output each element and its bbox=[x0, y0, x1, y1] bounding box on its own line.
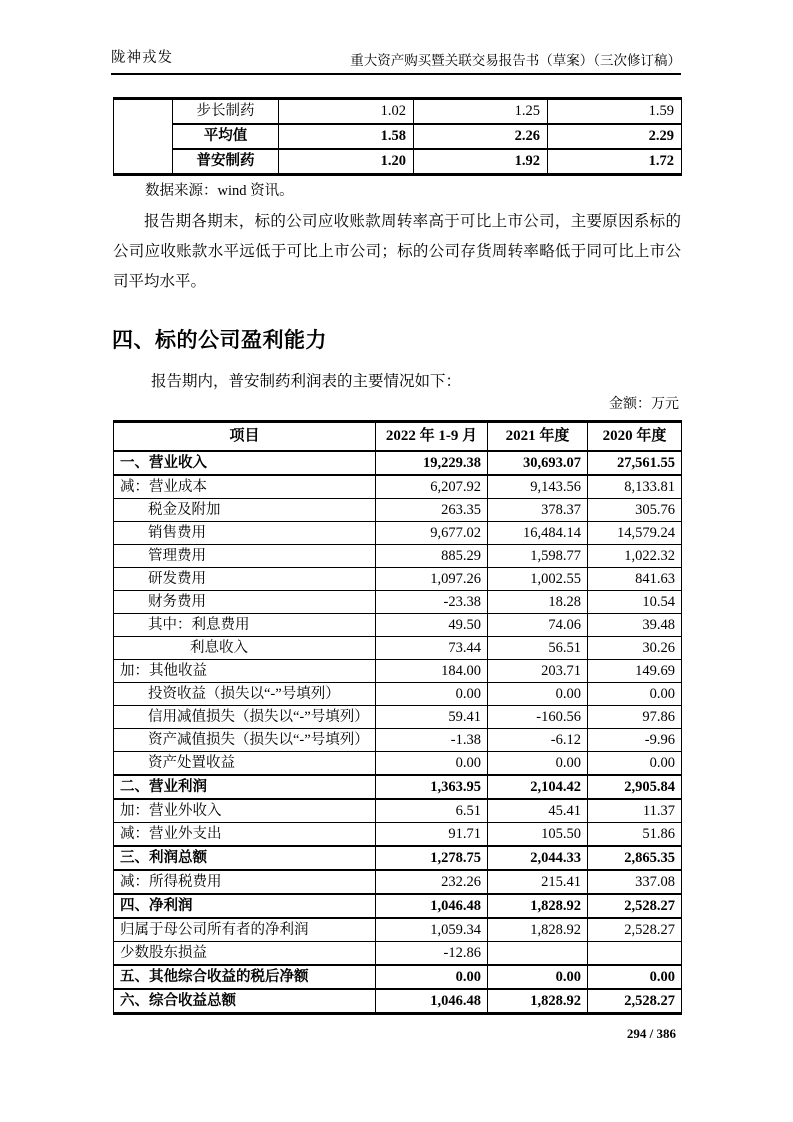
value-cell: 0.00 bbox=[488, 683, 588, 706]
table-row bbox=[114, 545, 682, 568]
table-row bbox=[114, 99, 682, 125]
value-cell: 184.00 bbox=[376, 660, 488, 683]
row-label-cell: 三、利润总额 bbox=[114, 846, 376, 870]
table-row bbox=[114, 522, 682, 545]
table-row bbox=[114, 965, 682, 989]
value-cell: 97.86 bbox=[588, 706, 682, 729]
row-label-cell: 减：所得税费用 bbox=[114, 870, 376, 894]
value-cell: 105.50 bbox=[488, 823, 588, 847]
value-cell: 51.86 bbox=[588, 823, 682, 847]
table-row bbox=[114, 870, 682, 894]
value-cell: 1.58 bbox=[279, 124, 414, 149]
value-cell: 1.25 bbox=[414, 99, 548, 125]
row-label-cell: 六、综合收益总额 bbox=[114, 989, 376, 1014]
value-cell: 9,677.02 bbox=[376, 522, 488, 545]
value-cell: 2,044.33 bbox=[488, 846, 588, 870]
table-row bbox=[114, 637, 682, 660]
value-cell: 1,002.55 bbox=[488, 568, 588, 591]
value-cell: 2,865.35 bbox=[588, 846, 682, 870]
value-cell: 0.00 bbox=[376, 965, 488, 989]
value-cell: -23.38 bbox=[376, 591, 488, 614]
table-row bbox=[114, 942, 682, 966]
value-cell: 1,828.92 bbox=[488, 989, 588, 1014]
value-cell: 263.35 bbox=[376, 499, 488, 522]
value-cell: 73.44 bbox=[376, 637, 488, 660]
column-header-2022: 2022 年 1-9 月 bbox=[376, 422, 488, 452]
row-label-cell: 投资收益（损失以“-”号填列） bbox=[114, 683, 376, 706]
table-row bbox=[114, 683, 682, 706]
income-table-header-row bbox=[114, 422, 682, 452]
table-row bbox=[114, 614, 682, 637]
value-cell: 11.37 bbox=[588, 799, 682, 823]
value-cell: 14,579.24 bbox=[588, 522, 682, 545]
row-label-cell: 五、其他综合收益的税后净额 bbox=[114, 965, 376, 989]
value-cell: 16,484.14 bbox=[488, 522, 588, 545]
value-cell: 56.51 bbox=[488, 637, 588, 660]
value-cell: 337.08 bbox=[588, 870, 682, 894]
unit-note: 金额：万元 bbox=[609, 397, 679, 412]
value-cell: 1,828.92 bbox=[488, 894, 588, 918]
value-cell: 2,528.27 bbox=[588, 918, 682, 942]
table-row bbox=[114, 918, 682, 942]
value-cell: 1.02 bbox=[279, 99, 414, 125]
value-cell: 305.76 bbox=[588, 499, 682, 522]
table-row bbox=[114, 591, 682, 614]
column-header-2021: 2021 年度 bbox=[488, 422, 588, 452]
table-row bbox=[114, 799, 682, 823]
table-row bbox=[114, 823, 682, 847]
empty-cell bbox=[114, 99, 173, 175]
comparison-table bbox=[113, 97, 682, 176]
page-number: 294 / 386 bbox=[626, 1026, 676, 1041]
value-cell: 6,207.92 bbox=[376, 475, 488, 499]
value-cell bbox=[588, 942, 682, 966]
value-cell: 0.00 bbox=[376, 683, 488, 706]
value-cell: -160.56 bbox=[488, 706, 588, 729]
value-cell: 1,059.34 bbox=[376, 918, 488, 942]
value-cell: 0.00 bbox=[488, 965, 588, 989]
value-cell: 885.29 bbox=[376, 545, 488, 568]
value-cell: 91.71 bbox=[376, 823, 488, 847]
row-label-cell: 信用减值损失（损失以“-”号填列） bbox=[114, 706, 376, 729]
value-cell: 0.00 bbox=[588, 965, 682, 989]
value-cell: 2,528.27 bbox=[588, 894, 682, 918]
value-cell: 1,097.26 bbox=[376, 568, 488, 591]
table-row bbox=[114, 894, 682, 918]
row-label-cell: 资产减值损失（损失以“-”号填列） bbox=[114, 729, 376, 752]
comparison-table-body bbox=[114, 99, 682, 175]
table-row bbox=[114, 752, 682, 776]
section-intro: 报告期内，普安制药利润表的主要情况如下： bbox=[151, 373, 462, 390]
row-label-cell: 二、营业利润 bbox=[114, 775, 376, 799]
section-heading: 四、标的公司盈利能力 bbox=[112, 329, 327, 352]
row-label-cell: 其中：利息费用 bbox=[114, 614, 376, 637]
value-cell: 1.59 bbox=[548, 99, 682, 125]
table-row bbox=[114, 149, 682, 175]
value-cell: -12.86 bbox=[376, 942, 488, 966]
value-cell: 0.00 bbox=[376, 752, 488, 776]
value-cell: 39.48 bbox=[588, 614, 682, 637]
value-cell: 378.37 bbox=[488, 499, 588, 522]
value-cell: 1.72 bbox=[548, 149, 682, 175]
column-header-item: 项目 bbox=[114, 422, 376, 452]
value-cell: 215.41 bbox=[488, 870, 588, 894]
value-cell: -1.38 bbox=[376, 729, 488, 752]
table-row bbox=[114, 568, 682, 591]
data-source-note: 数据来源：wind 资讯。 bbox=[145, 183, 294, 199]
value-cell: 1,022.32 bbox=[588, 545, 682, 568]
value-cell: 2.26 bbox=[414, 124, 548, 149]
row-label-cell: 一、营业收入 bbox=[114, 451, 376, 475]
table-row bbox=[114, 124, 682, 149]
value-cell: 2,528.27 bbox=[588, 989, 682, 1014]
table-row bbox=[114, 846, 682, 870]
row-label-cell: 加：其他收益 bbox=[114, 660, 376, 683]
header-company-name: 陇神戎发 bbox=[111, 50, 173, 66]
value-cell: 30.26 bbox=[588, 637, 682, 660]
company-name-cell: 普安制药 bbox=[173, 149, 279, 175]
value-cell: 1.92 bbox=[414, 149, 548, 175]
row-label-cell: 研发费用 bbox=[114, 568, 376, 591]
row-label-cell: 税金及附加 bbox=[114, 499, 376, 522]
value-cell: 149.69 bbox=[588, 660, 682, 683]
table-row bbox=[114, 660, 682, 683]
value-cell: 1,363.95 bbox=[376, 775, 488, 799]
value-cell: 1,046.48 bbox=[376, 989, 488, 1014]
value-cell: 8,133.81 bbox=[588, 475, 682, 499]
row-label-cell: 销售费用 bbox=[114, 522, 376, 545]
income-statement-table bbox=[113, 420, 682, 1015]
value-cell: 2.29 bbox=[548, 124, 682, 149]
value-cell: 59.41 bbox=[376, 706, 488, 729]
row-label-cell: 归属于母公司所有者的净利润 bbox=[114, 918, 376, 942]
value-cell: 232.26 bbox=[376, 870, 488, 894]
value-cell: 45.41 bbox=[488, 799, 588, 823]
header-rule bbox=[111, 73, 681, 75]
value-cell: 2,104.42 bbox=[488, 775, 588, 799]
header-report-title: 重大资产购买暨关联交易报告书（草案）（三次修订稿） bbox=[350, 53, 681, 68]
value-cell: 27,561.55 bbox=[588, 451, 682, 475]
table-row bbox=[114, 775, 682, 799]
row-label-cell: 四、净利润 bbox=[114, 894, 376, 918]
value-cell: 0.00 bbox=[488, 752, 588, 776]
income-table-body bbox=[114, 451, 682, 1014]
value-cell: 2,905.84 bbox=[588, 775, 682, 799]
value-cell: 1.20 bbox=[279, 149, 414, 175]
value-cell: -9.96 bbox=[588, 729, 682, 752]
value-cell: 203.71 bbox=[488, 660, 588, 683]
value-cell: 1,278.75 bbox=[376, 846, 488, 870]
table-row bbox=[114, 729, 682, 752]
row-label-cell: 减：营业成本 bbox=[114, 475, 376, 499]
value-cell: 74.06 bbox=[488, 614, 588, 637]
value-cell: 19,229.38 bbox=[376, 451, 488, 475]
row-label-cell: 资产处置收益 bbox=[114, 752, 376, 776]
column-header-2020: 2020 年度 bbox=[588, 422, 682, 452]
row-label-cell: 利息收入 bbox=[114, 637, 376, 660]
table-row bbox=[114, 451, 682, 475]
value-cell: 1,046.48 bbox=[376, 894, 488, 918]
row-label-cell: 少数股东损益 bbox=[114, 942, 376, 966]
table-row bbox=[114, 989, 682, 1014]
value-cell: 49.50 bbox=[376, 614, 488, 637]
table-row bbox=[114, 499, 682, 522]
value-cell: 9,143.56 bbox=[488, 475, 588, 499]
value-cell: 18.28 bbox=[488, 591, 588, 614]
value-cell: 30,693.07 bbox=[488, 451, 588, 475]
table-row bbox=[114, 706, 682, 729]
value-cell: -6.12 bbox=[488, 729, 588, 752]
row-label-cell: 管理费用 bbox=[114, 545, 376, 568]
value-cell: 0.00 bbox=[588, 752, 682, 776]
value-cell: 1,828.92 bbox=[488, 918, 588, 942]
value-cell: 1,598.77 bbox=[488, 545, 588, 568]
company-name-cell: 步长制药 bbox=[173, 99, 279, 125]
row-label-cell: 减：营业外支出 bbox=[114, 823, 376, 847]
value-cell: 0.00 bbox=[588, 683, 682, 706]
table-row bbox=[114, 475, 682, 499]
analysis-paragraph: 报告期各期末，标的公司应收账款周转率高于可比上市公司，主要原因系标的公司应收账款水平远低于可比上市公司；标的公司存货周转率略低于同可比上市公司平均水平。 bbox=[113, 213, 681, 290]
value-cell: 6.51 bbox=[376, 799, 488, 823]
company-name-cell: 平均值 bbox=[173, 124, 279, 149]
value-cell: 10.54 bbox=[588, 591, 682, 614]
value-cell bbox=[488, 942, 588, 966]
value-cell: 841.63 bbox=[588, 568, 682, 591]
row-label-cell: 加：营业外收入 bbox=[114, 799, 376, 823]
row-label-cell: 财务费用 bbox=[114, 591, 376, 614]
